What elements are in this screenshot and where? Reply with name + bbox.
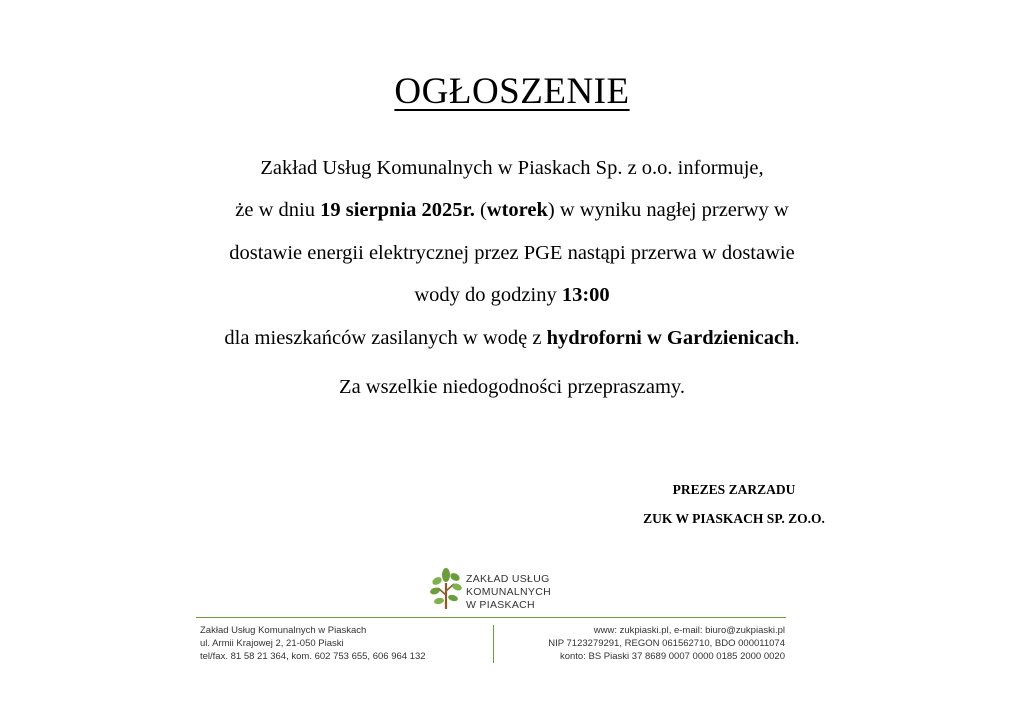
body-line-5: [0, 327, 1024, 350]
body-text: (: [474, 199, 487, 221]
body-text: dla mieszkańców zasilanych w wodę z: [224, 327, 547, 349]
body-line-3: dostawie energii elektrycznej przez PGE nastąpi przerwa w dostawie: [229, 242, 795, 264]
logo-text-line: KOMUNALNYCH: [466, 586, 551, 598]
footer-separator: [196, 617, 786, 618]
body-text: ) w wyniku nagłej przerwy w: [547, 199, 789, 221]
outage-end-time: 13:00: [561, 284, 610, 306]
outage-date: 19 sierpnia 2025r.: [320, 199, 475, 221]
footer-registration: NIP 7123279291, REGON 061562710, BDO 000011074: [548, 638, 785, 649]
logo-wordmark: [466, 573, 551, 612]
logo-text-line: W PIASKACH: [466, 599, 535, 611]
body-text: że w dniu: [235, 199, 321, 221]
body-line-1: Zakład Usług Komunalnych w Piaskach Sp. z o.o. informuje,: [260, 157, 764, 179]
footer-phone: tel/fax. 81 58 21 364, kom. 602 753 655, 606 964 132: [200, 651, 426, 662]
footer-contact: [548, 624, 785, 663]
footer-address: [200, 624, 426, 663]
company-logo: [426, 561, 586, 617]
footer-company-name: Zakład Usług Komunalnych w Piaskach: [200, 625, 367, 636]
signature-title: PREZES ZARZADU: [672, 482, 796, 497]
footer-street: ul. Armii Krajowej 2, 21-050 Piaski: [200, 638, 344, 649]
page-title: OGŁOSZENIE: [394, 71, 630, 112]
footer-column-divider: [493, 625, 494, 663]
affected-location: hydroforni w Gardzienicach: [546, 327, 795, 349]
tree-leaves-icon: [426, 561, 466, 611]
footer-web-email: www: zukpiaski.pl, e-mail: biuro@zukpiaski.pl: [593, 625, 785, 636]
body-text: .: [794, 327, 800, 349]
body-line-2: [0, 199, 1024, 222]
signature-company: ZUK W PIASKACH SP. ZO.O.: [643, 511, 825, 526]
outage-weekday: wtorek: [486, 199, 548, 221]
body-text: wody do godziny: [414, 284, 562, 306]
body-line-4: [0, 284, 1024, 307]
logo-text-line: ZAKŁAD USŁUG: [466, 573, 550, 585]
apology-line: Za wszelkie niedogodności przepraszamy.: [339, 376, 685, 398]
footer-bank-account: konto: BS Piaski 37 8689 0007 0000 0185 2000 0020: [559, 651, 785, 662]
